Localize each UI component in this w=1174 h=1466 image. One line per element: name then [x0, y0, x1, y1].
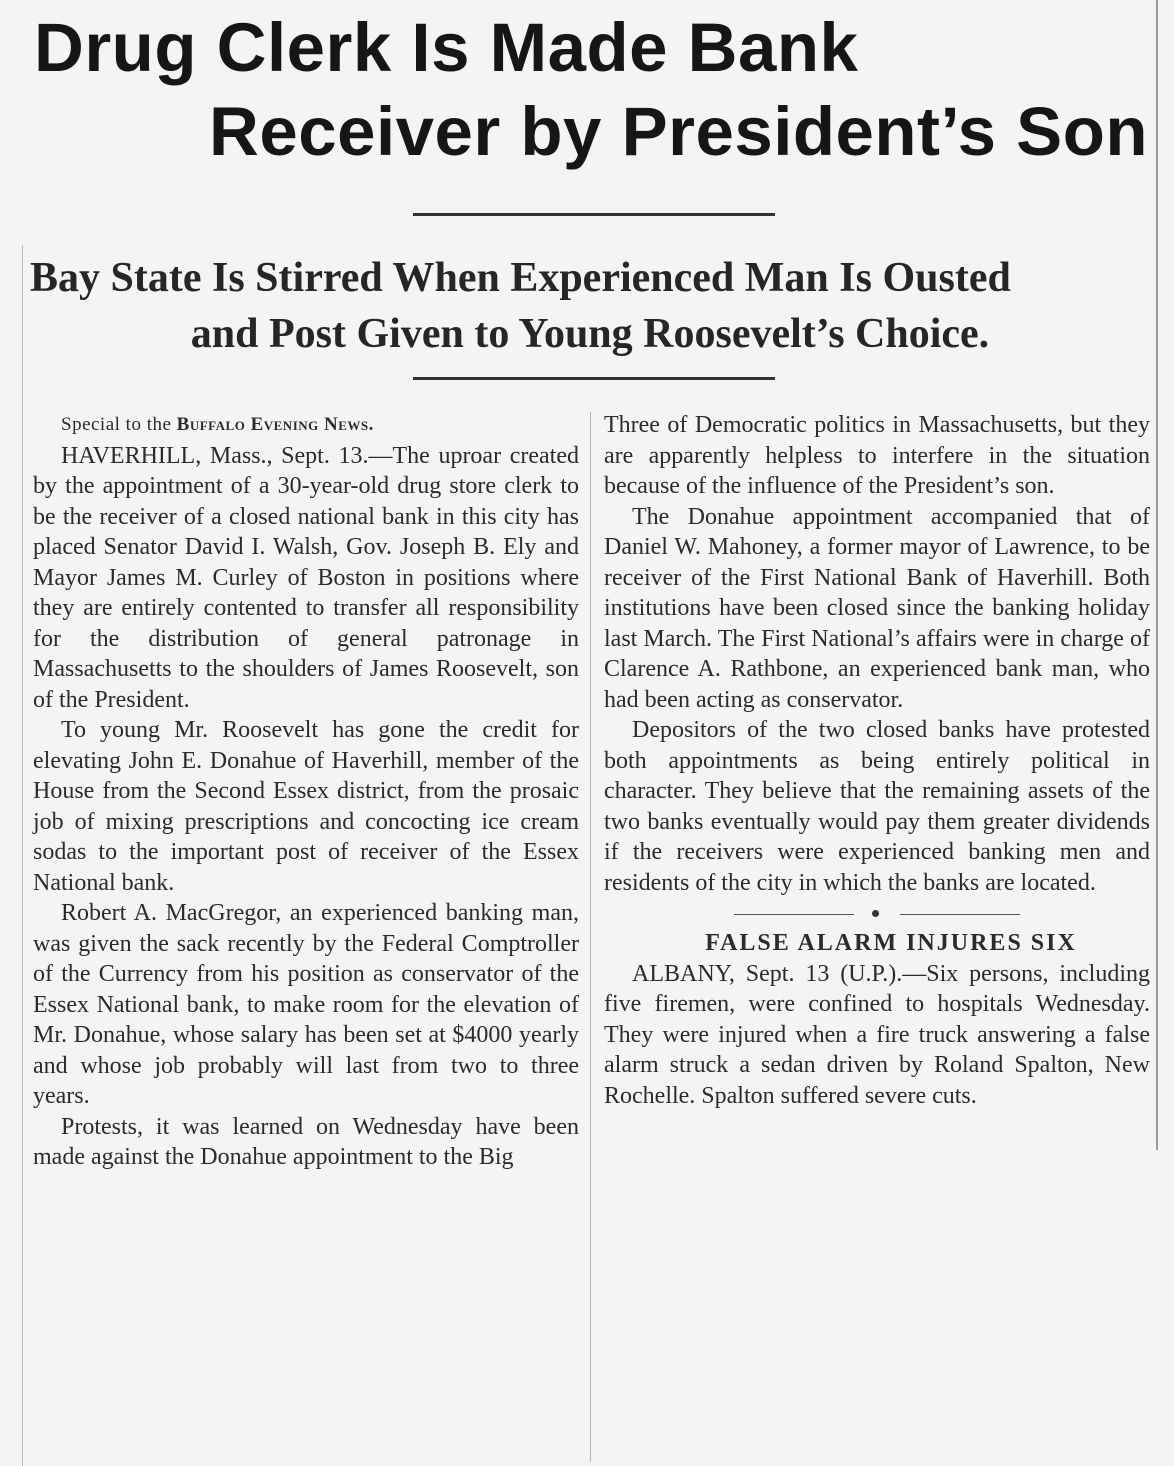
story-separator: [604, 904, 1150, 926]
second-story-body: ALBANY, Sept. 13 (U.P.).—Six persons, including five firemen, were confined to hospitals Wednesday. They were injured when a fire truck answering a false alarm struck a sedan driven by Roland Spalton, New Rochelle. Spalton suffered severe cuts.: [604, 960, 1150, 1109]
separator-line-left: [734, 914, 854, 915]
deck-headline: [30, 250, 1150, 362]
left-column: [33, 410, 579, 1173]
paragraph: Robert A. MacGregor, an experienced banking man, was given the sack recently by the Federal Comptroller of the Currency from his position as conservator of the Essex National bank, to make room for the elevation of Mr. Donahue, whose salary has been set at $4000 yearly and whose job probably will last from two to three years.: [33, 900, 579, 1109]
deck-line-2: and Post Given to Young Roosevelt’s Choice.: [190, 311, 990, 357]
right-column: [604, 410, 1150, 1111]
headline: [34, 6, 1154, 174]
byline: Special to the Buffalo Evening News.: [61, 414, 374, 435]
right-border-rule: [1156, 0, 1158, 1150]
second-story-headline: FALSE ALARM INJURES SIX: [705, 930, 1077, 956]
paragraph: Protests, it was learned on Wednesday have been made against the Donahue appointment to the Big: [33, 1113, 579, 1170]
headline-line-2: Receiver by President’s Son: [208, 93, 1148, 170]
continued-paragraph: Three of Democratic politics in Massachusetts, but they are apparently helpless to interfere in the situation because of the influence of the President’s son.: [604, 412, 1150, 499]
left-border-rule: [22, 245, 23, 1466]
paragraph: To young Mr. Roosevelt has gone the credit for elevating John E. Donahue of Haverhill, member of the House from the Second Essex district, from the prosaic job of mixing prescriptions and concocting ice cream sodas to the important post of receiver of the Essex National bank.: [33, 717, 579, 896]
paragraph: Depositors of the two closed banks have protested both appointments as being entirely political in character. They believe that the remaining assets of the two banks eventually would pay them greater dividends if the receivers were experienced banking men and residents of the city in which the banks are located.: [604, 717, 1150, 896]
paragraph: The Donahue appointment accompanied that of Daniel W. Mahoney, a former mayor of Lawrence, to be receiver of the First National Bank of Haverhill. Both institutions have been closed since the banking holiday last March. The First National’s affairs were in charge of Clarence A. Rathbone, an experienced bank man, who had been acting as conservator.: [604, 503, 1150, 713]
headline-rule: [413, 213, 775, 216]
deck-rule: [413, 377, 775, 380]
paragraph: HAVERHILL, Mass., Sept. 13.—The uproar created by the appointment of a 30-year-old drug store clerk to be the receiver of a closed national bank in this city has placed Senator David I. Walsh, Gov. Joseph B. Ely and Mayor James M. Curley of Boston in positions where they are entirely contented to transfer all responsibility for the distribution of general patronage in Massachusetts to the shoulders of James Roosevelt, son of the President.: [33, 442, 579, 713]
separator-line-right: [900, 914, 1020, 915]
headline-line-1: Drug Clerk Is Made Bank: [34, 9, 859, 86]
column-divider: [590, 412, 591, 1462]
byline-paper: Buffalo Evening News.: [176, 414, 374, 435]
separator-dot: [872, 910, 879, 917]
deck-line-1: Bay State Is Stirred When Experienced Man Is Ousted: [30, 255, 1011, 301]
